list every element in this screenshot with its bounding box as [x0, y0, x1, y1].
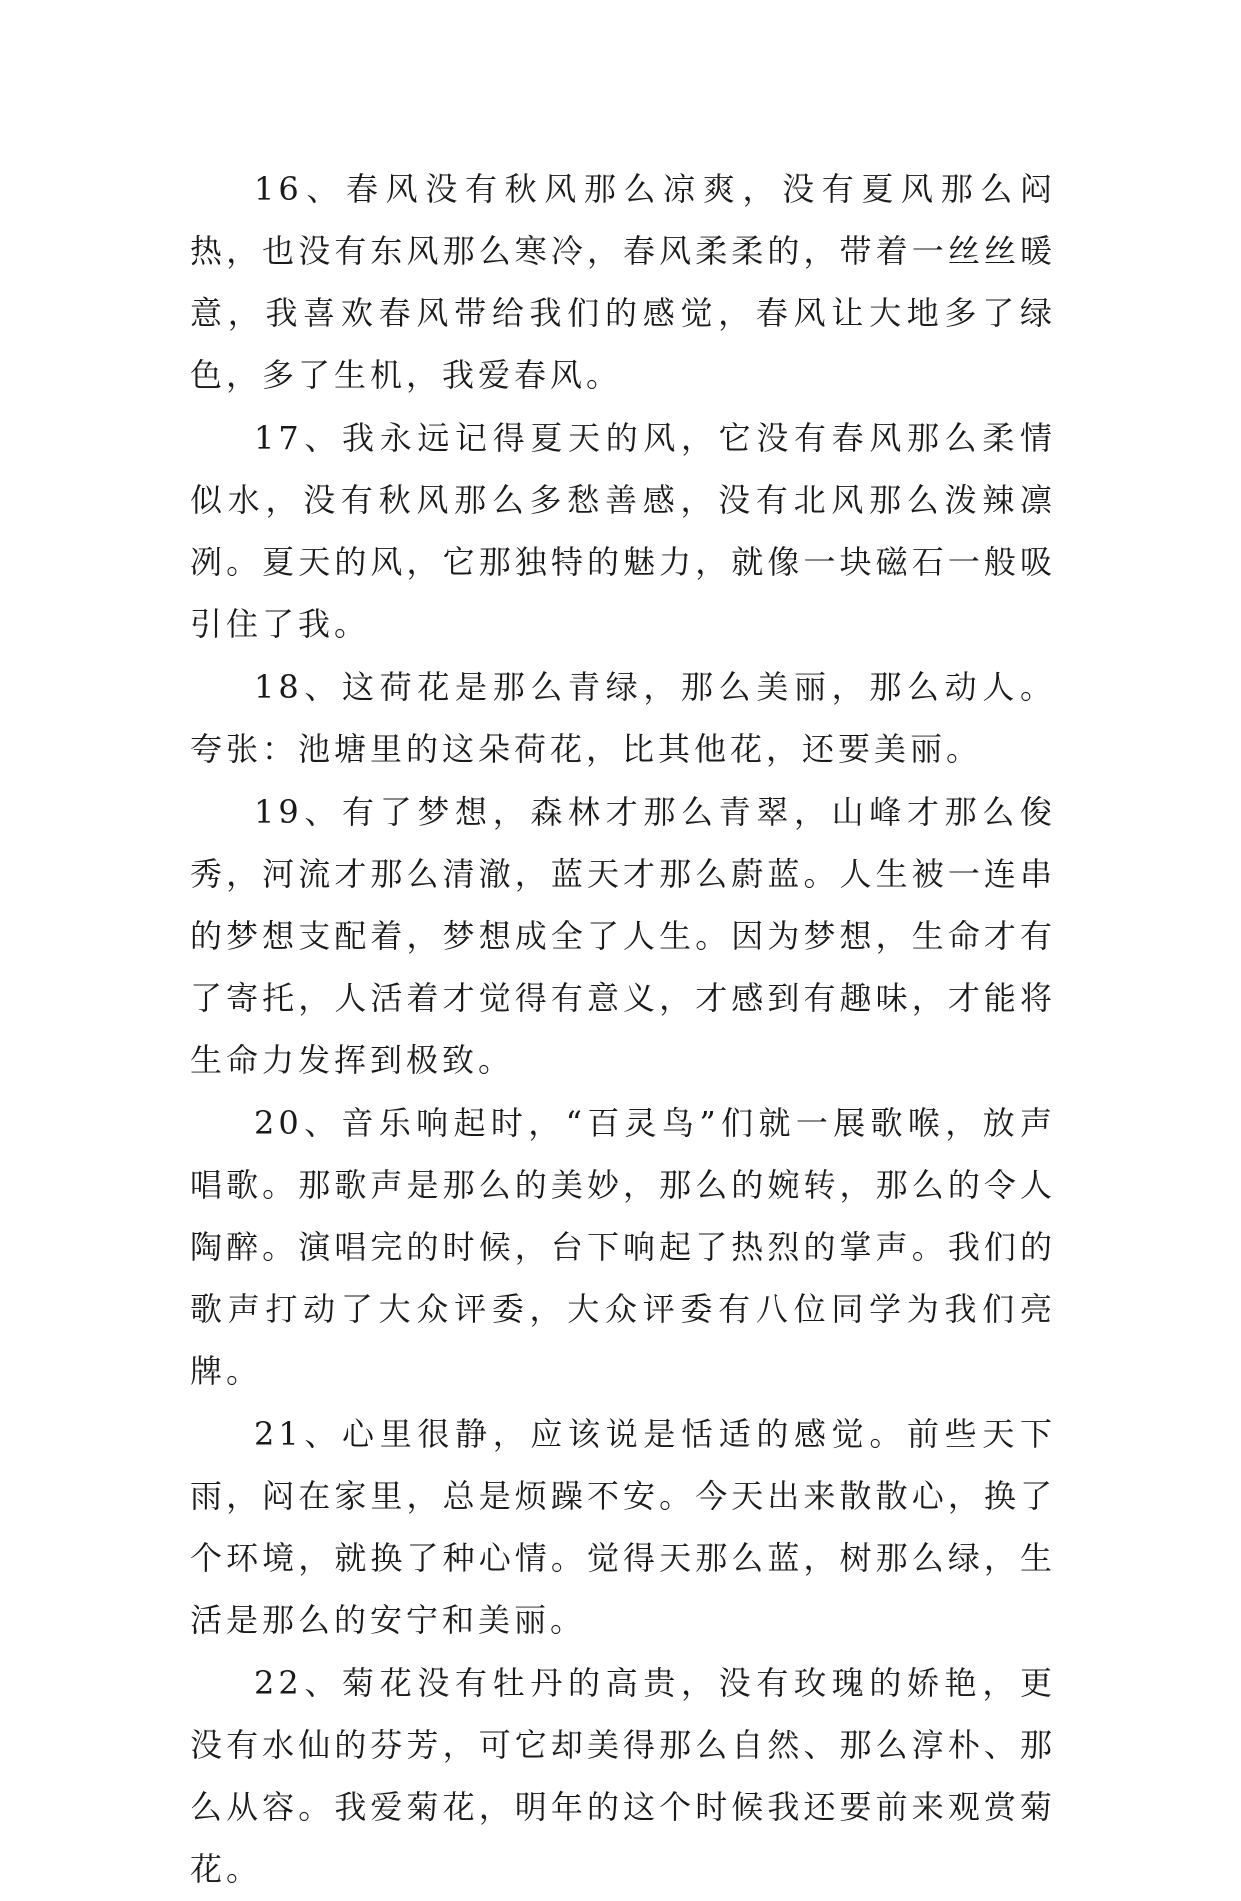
paragraph-19: 19、有了梦想，森林才那么青翠，山峰才那么俊秀，河流才那么清澈，蓝天才那么蔚蓝。人生被一连串的梦想支配着，梦想成全了人生。因为梦想，生命才有了寄托，人活着才觉得有意义，才感到有趣味，才能将生命力发挥到极致。 [190, 793, 1056, 1079]
document-body [190, 158, 1056, 1901]
paragraph-16: 16、春风没有秋风那么凉爽，没有夏风那么闷热，也没有东风那么寒冷，春风柔柔的，带着一丝丝暖意，我喜欢春风带给我们的感觉，春风让大地多了绿色，多了生机，我爱春风。 [190, 170, 1056, 394]
paragraph-20: 20、音乐响起时，“百灵鸟”们就一展歌喉，放声唱歌。那歌声是那么的美妙，那么的婉转，那么的令人陶醉。演唱完的时候，台下响起了热烈的掌声。我们的歌声打动了大众评委，大众评委有八位同学为我们亮牌。 [190, 1104, 1056, 1390]
paragraph-21: 21、心里很静，应该说是恬适的感觉。前些天下雨，闷在家里，总是烦躁不安。今天出来散散心，换了个环境，就换了种心情。觉得天那么蓝，树那么绿，生活是那么的安宁和美丽。 [190, 1415, 1056, 1639]
paragraph-17: 17、我永远记得夏天的风，它没有春风那么柔情似水，没有秋风那么多愁善感，没有北风那么泼辣凛冽。夏天的风，它那独特的魅力，就像一块磁石一般吸引住了我。 [190, 419, 1056, 643]
paragraph-22: 22、菊花没有牡丹的高贵，没有玫瑰的娇艳，更没有水仙的芬芳，可它却美得那么自然、那么淳朴、那么从容。我爱菊花，明年的这个时候我还要前来观赏菊花。 [190, 1664, 1056, 1888]
paragraph-18: 18、这荷花是那么青绿，那么美丽，那么动人。夸张：池塘里的这朵荷花，比其他花，还要美丽。 [190, 668, 1056, 768]
